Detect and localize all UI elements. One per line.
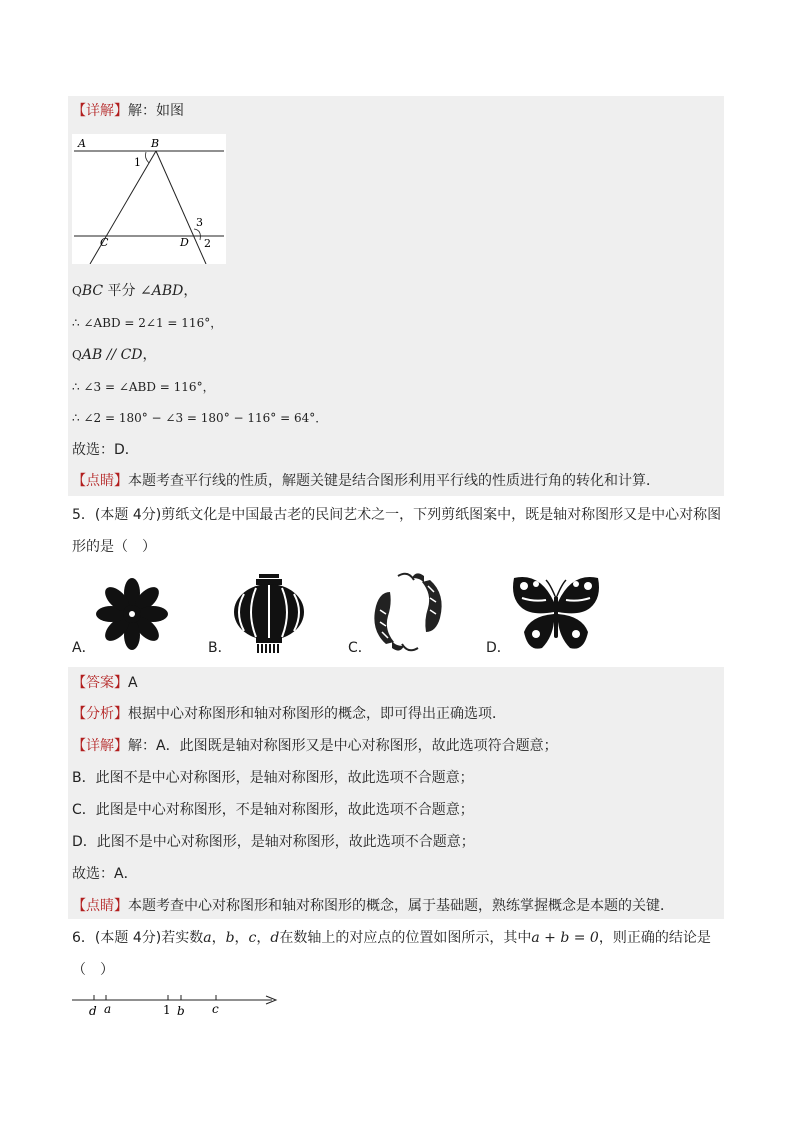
- analysis-tag: 【分析】: [72, 706, 128, 722]
- q5-line-c: C．此图是中心对称图形，不是轴对称图形，故此选项不合题意；: [72, 802, 474, 818]
- option-a-label: A．: [72, 640, 96, 656]
- answer-tag: 【答案】: [72, 675, 128, 691]
- axis-label-c: c: [212, 1002, 219, 1016]
- detail-tag: 【详解】: [72, 103, 128, 119]
- option-d-butterfly-icon: [510, 572, 602, 654]
- label-3: 3: [196, 216, 203, 229]
- q6-stem-line2: （ ）: [72, 962, 114, 978]
- axis-label-d: d: [89, 1004, 97, 1018]
- q4-choice: 故选：D．: [72, 442, 139, 458]
- q5-choice: 故选：A．: [72, 866, 138, 882]
- q5-detail: 【详解】解：A．此图既是轴对称图形又是中心对称图形，故此选项符合题意；: [72, 738, 558, 754]
- q4-detail-line: [72, 101, 184, 121]
- q5-line-d: D．此图不是中心对称图形，是轴对称图形，故此选项不合题意；: [72, 834, 475, 850]
- detail-tag: 【详解】: [72, 738, 128, 754]
- q4-step5: ∴ ∠2 = 180° − ∠3 = 180° − 116° = 64°．: [72, 411, 328, 425]
- axis-label-a: a: [104, 1002, 112, 1016]
- q4-step3: QAB // CD，: [72, 347, 157, 363]
- q5-comment: 【点睛】本题考查中心对称图形和轴对称图形的概念，属于基础题，熟练掌握概念是本题的关键．: [72, 898, 674, 914]
- q4-step4: ∴ ∠3 = ∠ABD = 116°，: [72, 380, 215, 394]
- axis-label-1: 1: [163, 1003, 171, 1017]
- label-A: A: [78, 137, 86, 150]
- q4-step1: QBC 平分 ∠ABD，: [72, 283, 198, 299]
- option-c-koi-fish-icon: [368, 570, 448, 654]
- label-C: C: [100, 236, 109, 249]
- label-D: D: [180, 236, 189, 249]
- q5-stem-line2: 形的是（ ）: [72, 539, 156, 555]
- option-d-label: D．: [486, 640, 511, 656]
- option-a-flower-icon: [94, 576, 170, 652]
- comment-tag: 【点睛】: [72, 473, 128, 489]
- label-2: 2: [204, 237, 211, 250]
- number-line-figure: [72, 990, 282, 1020]
- q5-answer: 【答案】A: [72, 675, 138, 691]
- label-B: B: [151, 137, 160, 150]
- option-c-label: C．: [348, 640, 372, 656]
- option-b-label: B．: [208, 640, 232, 656]
- q4-step2: ∴ ∠ABD = 2∠1 = 116°，: [72, 316, 223, 330]
- label-1: 1: [134, 156, 141, 169]
- q5-stem-line1: 5．(本题 4分)剪纸文化是中国最古老的民间艺术之一，下列剪纸图案中，既是轴对称图形又是中心对称图: [72, 507, 722, 523]
- option-b-lantern-icon: [232, 574, 306, 654]
- axis-label-b: b: [177, 1004, 185, 1018]
- q6-stem-line1: 6．(本题 4分)若实数a，b，c，d在数轴上的对应点的位置如图所示，其中a + b = 0，则正确的结论是: [72, 930, 711, 946]
- q5-line-b: B．此图不是中心对称图形，是轴对称图形，故此选项不合题意；: [72, 770, 474, 786]
- q4-comment: 【点睛】本题考查平行线的性质，解题关键是结合图形利用平行线的性质进行角的转化和计算．: [72, 473, 660, 489]
- parallel-lines-figure: [72, 134, 226, 264]
- detail-text: 解：如图: [128, 103, 184, 119]
- q5-analysis: 【分析】根据中心对称图形和轴对称图形的概念，即可得出正确选项．: [72, 706, 506, 722]
- comment-tag: 【点睛】: [72, 898, 128, 914]
